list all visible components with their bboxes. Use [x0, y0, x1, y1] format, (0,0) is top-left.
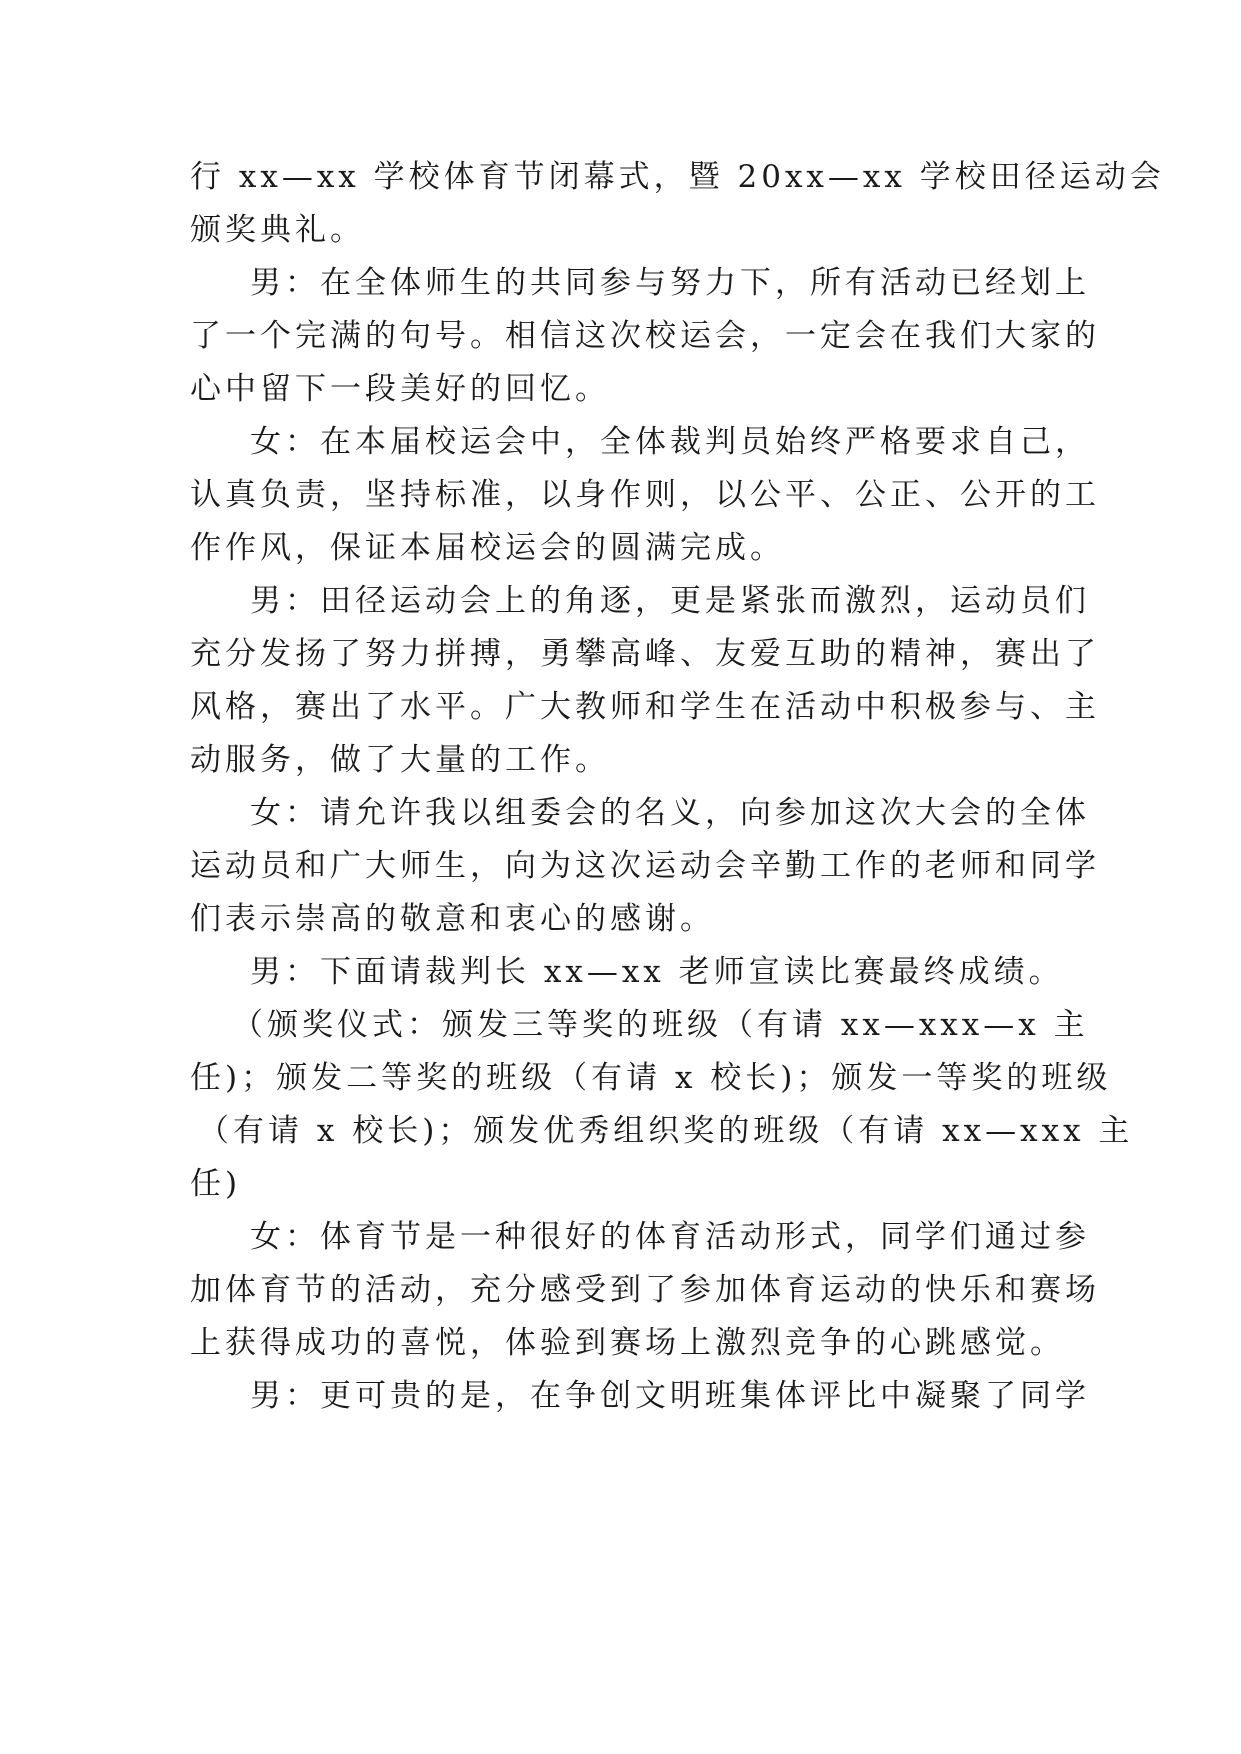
paragraph-2-line-1: 男：在全体师生的共同参与努力下，所有活动已经划上: [250, 265, 1090, 301]
paragraph-5-line-2: 运动员和广大师生，向为这次运动会辛勤工作的老师和同学: [190, 848, 1100, 884]
paragraph-2-line-3: 心中留下一段美好的回忆。: [190, 371, 610, 407]
paragraph-5-line-1: 女：请允许我以组委会的名义，向参加这次大会的全体: [250, 795, 1090, 831]
paragraph-7-line-4: 任): [190, 1166, 242, 1202]
paragraph-5-line-3: 们表示崇高的敬意和衷心的感谢。: [190, 901, 715, 937]
paragraph-4-line-4: 动服务，做了大量的工作。: [190, 742, 610, 778]
paragraph-3-line-3: 作作风，保证本届校运会的圆满完成。: [190, 530, 785, 566]
paragraph-3-line-2: 认真负责，坚持标准，以身作则，以公平、公正、公开的工: [190, 477, 1100, 513]
paragraph-1-line-1: 行 xx—xx 学校体育节闭幕式，暨 20xx—xx 学校田径运动会: [190, 159, 1165, 195]
paragraph-7-line-1: （颁奖仪式：颁发三等奖的班级（有请 xx—xxx—x 主: [232, 1007, 1089, 1043]
paragraph-8-line-1: 女：体育节是一种很好的体育活动形式，同学们通过参: [250, 1219, 1090, 1255]
paragraph-1-line-2: 颁奖典礼。: [190, 212, 365, 248]
paragraph-4-line-3: 风格，赛出了水平。广大教师和学生在活动中积极参与、主: [190, 689, 1100, 725]
paragraph-7-line-3: （有请 x 校长)；颁发优秀组织奖的班级（有请 xx—xxx 主: [198, 1113, 1134, 1149]
paragraph-3-line-1: 女：在本届校运会中，全体裁判员始终严格要求自己，: [250, 424, 1090, 460]
paragraph-8-line-3: 上获得成功的喜悦，体验到赛场上激烈竞争的心跳感觉。: [190, 1325, 1065, 1361]
paragraph-9-line-1: 男：更可贵的是，在争创文明班集体评比中凝聚了同学: [250, 1378, 1090, 1414]
paragraph-2-line-2: 了一个完满的句号。相信这次校运会，一定会在我们大家的: [190, 318, 1100, 354]
paragraph-6-line-1: 男：下面请裁判长 xx—xx 老师宣读比赛最终成绩。: [250, 954, 1064, 990]
paragraph-8-line-2: 加体育节的活动，充分感受到了参加体育运动的快乐和赛场: [190, 1272, 1100, 1308]
paragraph-4-line-1: 男：田径运动会上的角逐，更是紧张而激烈，运动员们: [250, 583, 1090, 619]
paragraph-4-line-2: 充分发扬了努力拼搏，勇攀高峰、友爱互助的精神，赛出了: [190, 636, 1100, 672]
paragraph-7-line-2: 任)；颁发二等奖的班级（有请 x 校长)；颁发一等奖的班级: [190, 1060, 1112, 1096]
